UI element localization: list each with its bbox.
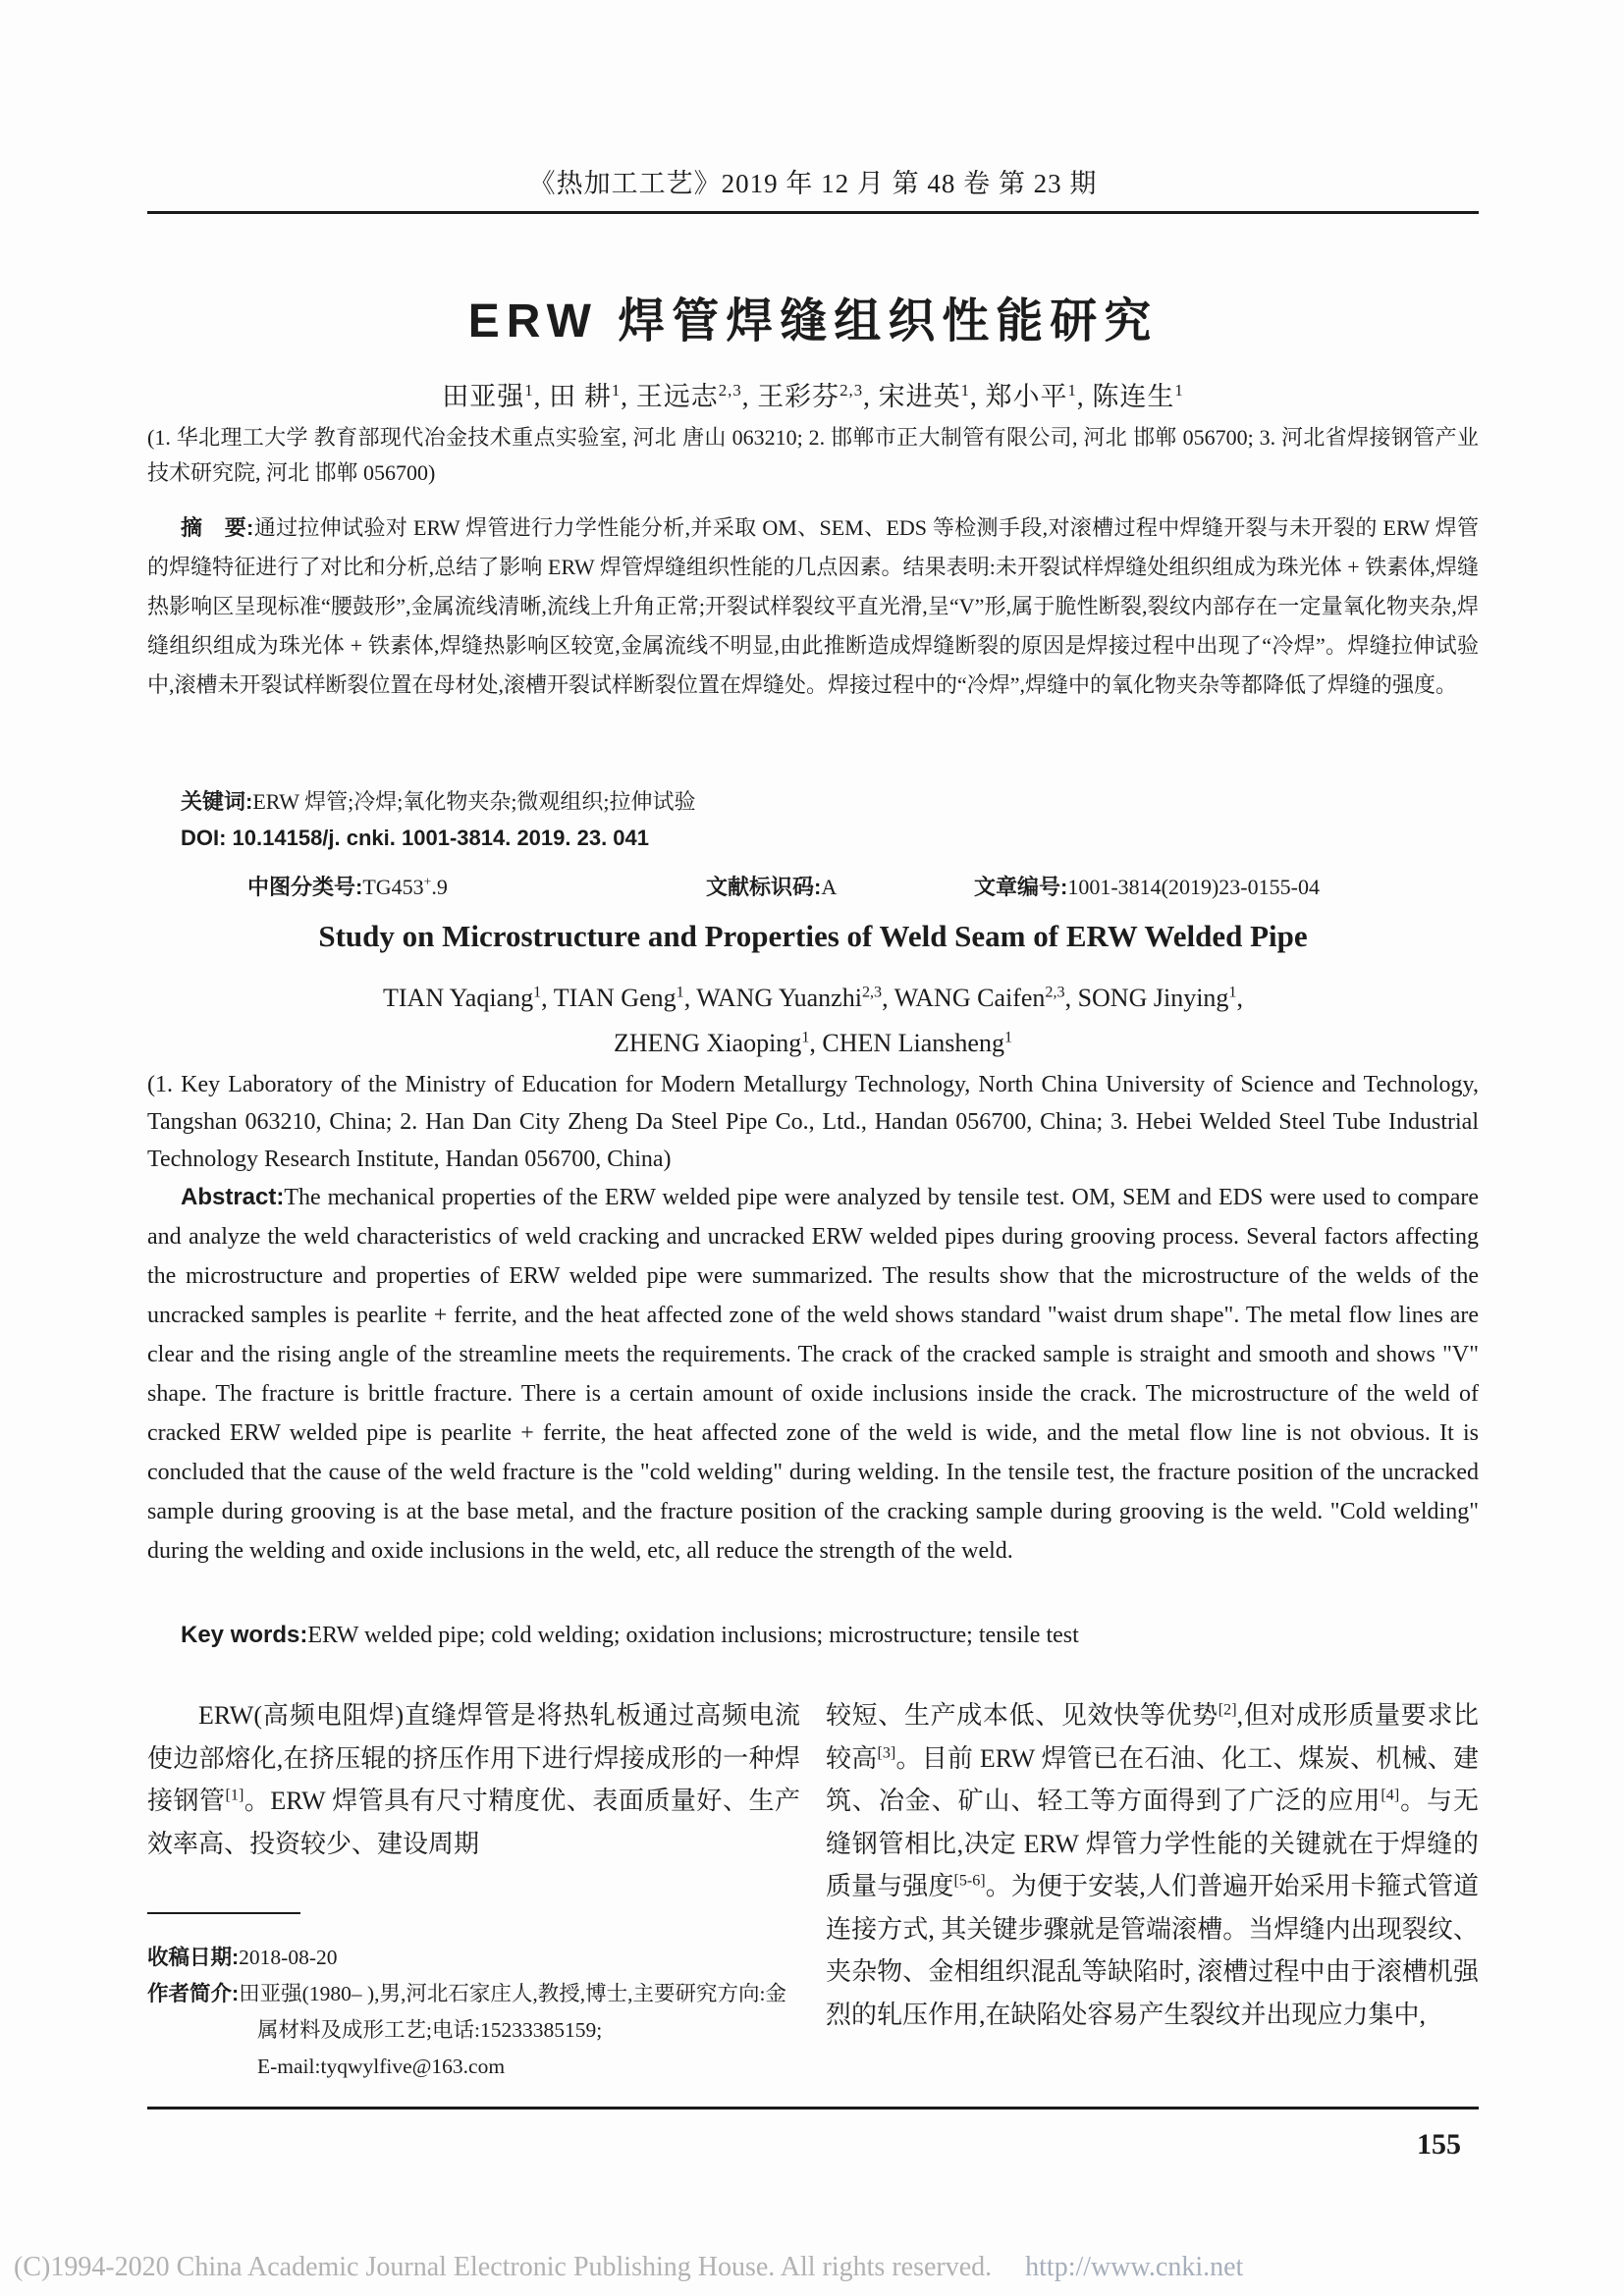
affiliation-cn: (1. 华北理工大学 教育部现代冶金技术重点实验室, 河北 唐山 063210; 2. 邯郸市正大制管有限公司, 河北 邯郸 056700; 3. 河北省焊接钢管产业技术研究院, 河北 邯郸 056700) — [147, 425, 1479, 485]
footer-rule — [147, 2107, 1479, 2109]
authors-en-line2: ZHENG Xiaoping$^1$, CHEN Liansheng$^1$ — [613, 1029, 1013, 1057]
article-title-en: Study on Microstructure and Properties of Weld Seam of ERW Welded Pipe — [318, 919, 1308, 953]
keywords-text-en: ERW welded pipe; cold welding; oxidation inclusions; microstructure; tensile test — [307, 1623, 1079, 1648]
affiliation-en: (1. Key Laboratory of the Ministry of Education for Modern Metallurgy Technology, North China University of Science and Technology, Tangshan 063210, China; 2. Han Dan City Zheng Da Steel Pipe Co., Ltd., Handan 056700, China; 3. Hebei Welded Steel Tube Industrial Technology Research Institute, Handan 056700, China) — [147, 1072, 1479, 1172]
copyright-line — [14, 2252, 1604, 2283]
abstract-text-en: The mechanical properties of the ERW welded pipe were analyzed by tensile test. OM, SEM and EDS were used to compare and analyze the weld characteristics of weld cracking and uncracked ERW welded pipes during grooving process. Several factors affecting the microstructure and properties of ERW welded pipe were summarized. The results show that the microstructure of the welds of the uncracked samples is pearlite + ferrite, and the heat affected zone of the weld shows standard "waist drum shape". The metal flow lines are clear and the rising angle of the streamline meets the requirements. The crack of the cracked sample is straight and smooth and shows "V" shape. The fracture is brittle fracture. There is a certain amount of oxide inclusions inside the crack. The microstructure of the weld of cracked ERW welded pipe is pearlite + ferrite, the heat affected zone of the weld is wide, and the metal flow line is not obvious. It is concluded that the cause of the weld fracture is the "cold welding" during welding. In the tensile test, the fracture position of the uncracked sample during grooving is at the base metal, and the fracture position of the cracking sample during grooving is the weld. "Cold welding" during the welding and oxide inclusions in the weld, etc, all reduce the strength of the weld. — [147, 1185, 1479, 1564]
footnote-received — [147, 1940, 815, 1976]
doc-code-label: 文献标识码: — [706, 875, 822, 899]
article-title-cn: ERW 焊管焊缝组织性能研究 — [467, 295, 1159, 347]
article-id-label: 文章编号: — [974, 875, 1068, 899]
received-label: 收稿日期: — [147, 1946, 240, 1969]
keywords-label-cn: 关键词: — [181, 789, 253, 814]
authors-cn: 田亚强$^1$, 田 耕$^1$, 王远志$^{2,3}$, 王彩芬$^{2,3}$, 宋进英$^1$, 郑小平$^1$, 陈连生$^1$ — [442, 381, 1184, 411]
abstract-text-cn: 通过拉伸试验对 ERW 焊管进行力学性能分析,并采取 OM、SEM、EDS 等检测手段,对滚槽过程中焊缝开裂与未开裂的 ERW 焊管的焊缝特征进行了对比和分析,总结了影响 ERW 焊管焊缝组织性能的几点因素。结果表明:未开裂试样焊缝处组织组成为珠光体 + 铁素体,焊缝热影响区呈现标准“腰鼓形”,金属流线清晰,流线上升角正常;开裂试样裂纹平直光滑,呈“V”形,属于脆性断裂,裂纹内部存在一定量氧化物夹杂,焊缝组织组成为珠光体 + 铁素体,焊缝热影响区较宽,金属流线不明显,由此推断造成焊缝断裂的原因是焊接过程中出现了“冷焊”。焊缝拉伸试验中,滚槽未开裂试样断裂位置在母材处,滚槽开裂试样断裂位置在焊缝处。焊接过程中的“冷焊”,焊缝中的氧化物夹杂等都降低了焊缝的强度。 — [147, 515, 1479, 697]
footnote-email: E-mail:tyqwylfive@163.com — [257, 2055, 506, 2078]
keywords-label-en: Key words: — [181, 1622, 308, 1648]
authors-en-line1: TIAN Yaqiang$^1$, TIAN Geng$^1$, WANG Yuanzhi$^{2,3}$, WANG Caifen$^{2,3}$, SONG Jinying$^1$, — [383, 984, 1243, 1012]
abstract-cn — [147, 508, 1479, 785]
abstract-label-en: Abstract: — [181, 1184, 285, 1210]
copyright-text: (C)1994-2020 China Academic Journal Electronic Publishing House. All rights reserved. — [14, 2252, 993, 2282]
journal-header: 《热加工工艺》2019 年 12 月 第 48 卷 第 23 期 — [528, 169, 1098, 198]
body-columns — [147, 1694, 1479, 2110]
authors-en — [147, 976, 1479, 1066]
article-id-item — [974, 871, 1320, 901]
doc-code-value: A — [821, 875, 838, 899]
keywords-cn — [147, 785, 1479, 816]
doi-line: DOI: 10.14158/j. cnki. 1001-3814. 2019. 23. 041 — [181, 826, 650, 850]
footnote-block — [147, 1912, 815, 2085]
received-value: 2018-08-20 — [239, 1946, 338, 1969]
abstract-label-cn: 摘 要: — [181, 515, 254, 540]
body-paragraph-left: ERW(高频电阻焊)直缝焊管是将热轧板通过高频电流使边部熔化,在挤压辊的挤压作用下进行焊接成形的一种焊接钢管[1]。ERW 焊管具有尺寸精度优、表面质量好、生产效率高、投资较少、建设周期 — [147, 1701, 800, 1858]
clc-label: 中图分类号: — [247, 875, 363, 899]
classification-row — [147, 871, 1479, 900]
copyright-url: http://www.cnki.net — [1025, 2252, 1244, 2282]
footnote-bio-line1 — [147, 1976, 815, 2012]
body-paragraph-right: 较短、生产成本低、见效快等优势[2],但对成形质量要求比较高[3]。目前 ERW 焊管已在石油、化工、煤炭、机械、建筑、冶金、矿山、轻工等方面得到了广泛的应用[4]。与无缝钢管相比,决定 ERW 焊管力学性能的关键就在于焊缝的质量与强度[5-6]。为便于安装,人们普遍开始采用卡箍式管道连接方式, 其关键步骤就是管端滚槽。当焊缝内出现裂纹、夹杂物、金相组织混乱等缺陷时, 滚槽过程中由于滚槽机强烈的轧压作用,在缺陷处容易产生裂纹并出现应力集中, — [826, 1701, 1479, 2029]
clc-value: TG453+.9 — [362, 874, 448, 899]
body-left-column — [147, 1694, 800, 2110]
page-number: 155 — [1417, 2128, 1461, 2161]
bio-text-1: 田亚强(1980– ),男,河北石家庄人,教授,博士,主要研究方向:金 — [239, 1982, 786, 2005]
footnote-rule — [147, 1912, 300, 1914]
abstract-en — [147, 1178, 1479, 1616]
bio-label: 作者简介: — [147, 1982, 240, 2005]
footnote-bio-line2: 属材料及成形工艺;电话:15233385159; — [257, 2018, 603, 2042]
doc-code-item — [706, 871, 837, 901]
article-id-value: 1001-3814(2019)23-0155-04 — [1067, 875, 1320, 899]
keywords-text-cn: ERW 焊管;冷焊;氧化物夹杂;微观组织;拉伸试验 — [252, 789, 696, 814]
keywords-en — [147, 1622, 1479, 1649]
header-rule — [147, 211, 1479, 214]
clc-item — [247, 871, 448, 901]
body-right-column — [826, 1694, 1479, 2110]
